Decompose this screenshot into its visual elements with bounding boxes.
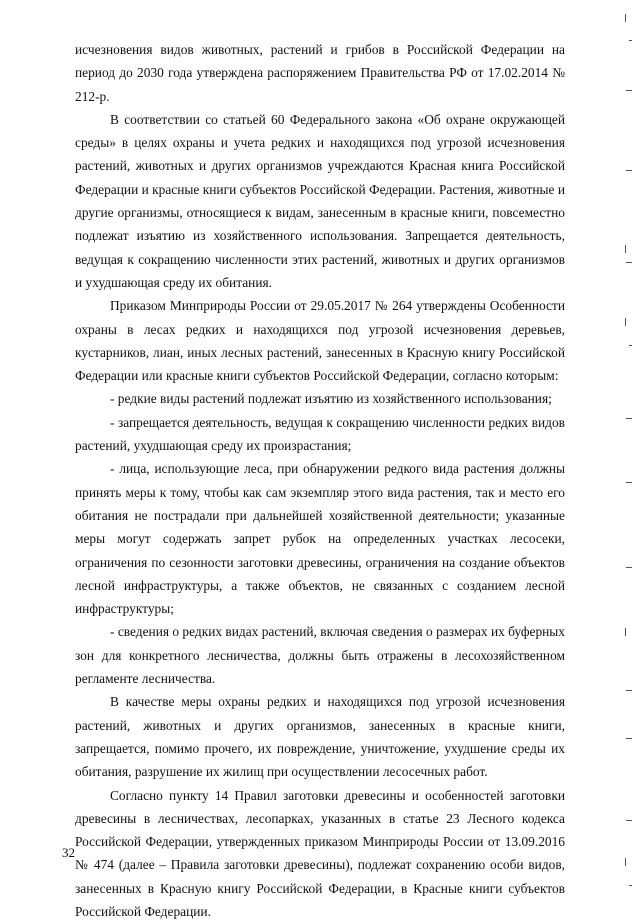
edge-mark [626, 170, 632, 171]
edge-mark [629, 885, 632, 886]
edge-mark [625, 318, 626, 326]
paragraph-order-264: Приказом Минприроды России от 29.05.2017 № 264 утверждены Особенности охраны в лесах редких и находящихся под угрозой исчезновения деревьев, кустарников, лиан, иных лесных растений, занесенных в Красную книгу Российской Федерации или красные книги субъектов Российской Федерации, согласно которым: [75, 294, 565, 387]
edge-mark [625, 858, 626, 866]
list-item-withdrawal: - редкие виды растений подлежат изъятию из хозяйственного использования; [75, 387, 565, 410]
edge-mark [626, 738, 632, 739]
edge-mark [629, 345, 632, 346]
paragraph-continuation: исчезновения видов животных, растений и грибов в Российской Федерации на период до 2030 года утверждена распоряжением Правительства РФ от 17.02.2014 № 212-р. [75, 38, 565, 108]
edge-mark [626, 690, 632, 691]
edge-mark [629, 40, 632, 41]
list-item-forest-users: - лица, использующие леса, при обнаружении редкого вида растения должны принять меры к тому, чтобы как сам экземпляр этого вида растения, так и место его обитания не пострадали при дальнейшей хозяйственной деятельности; указанные меры могут содержать запрет рубок на определенных участках лесосеки, ограничения по сезонности заготовки древесины, ограничения на создание объектов лесной инфраструктуры, а также объектов, не связанных с созданием лесной инфраструктуры; [75, 457, 565, 620]
edge-mark [626, 262, 632, 263]
edge-mark [626, 820, 632, 821]
edge-mark [625, 245, 626, 253]
edge-mark [626, 482, 632, 483]
paragraph-article-60: В соответствии со статьей 60 Федерального закона «Об охране окружающей среды» в целях охраны и учета редких и находящихся под угрозой исчезновения растений, животных и других организмов учреждаются Красная книга Российской Федерации и красные книги субъектов Российской Федерации. Растения, животные и другие организмы, относящиеся к видам, занесенным в красные книги, повсеместно подлежат изъятию из хозяйственного использования. Запрещается деятельность, ведущая к сокращению численности этих растений, животных и других организмов и ухудшающая среду их обитания. [75, 108, 565, 294]
edge-mark [626, 567, 632, 568]
page-number: 32 [62, 845, 75, 861]
edge-mark [626, 418, 632, 419]
paragraph-protection-measure: В качестве меры охраны редких и находящихся под угрозой исчезновения растений, животных и других организмов, занесенных в красные книги, запрещается, помимо прочего, их повреждение, уничтожение, ухудшение среды их обитания, разрушение их жилищ при осуществлении лесосечных работ. [75, 690, 565, 783]
list-item-activity-ban: - запрещается деятельность, ведущая к сокращению численности редких видов растений, ухудшающая среду их произрастания; [75, 411, 565, 458]
list-item-buffer-zones: - сведения о редких видах растений, включая сведения о размерах их буферных зон для конкретного лесничества, должны быть отражены в лесохозяйственном регламенте лесничества. [75, 620, 565, 690]
paragraph-rule-14: Согласно пункту 14 Правил заготовки древесины и особенностей заготовки древесины в лесничествах, лесопарках, указанных в статье 23 Лесного кодекса Российской Федерации, утвержденных приказом Минприроды России от 13.09.2016 № 474 (далее – Правила заготовки древесины), подлежат сохранению особи видов, занесенных в Красную книгу Российской Федерации, в Красные книги субъектов Российской Федерации. [75, 784, 565, 923]
edge-mark [625, 14, 626, 22]
scan-edge-marks [610, 0, 640, 905]
body-text [75, 38, 565, 923]
edge-mark [625, 628, 626, 636]
edge-mark [626, 90, 632, 91]
